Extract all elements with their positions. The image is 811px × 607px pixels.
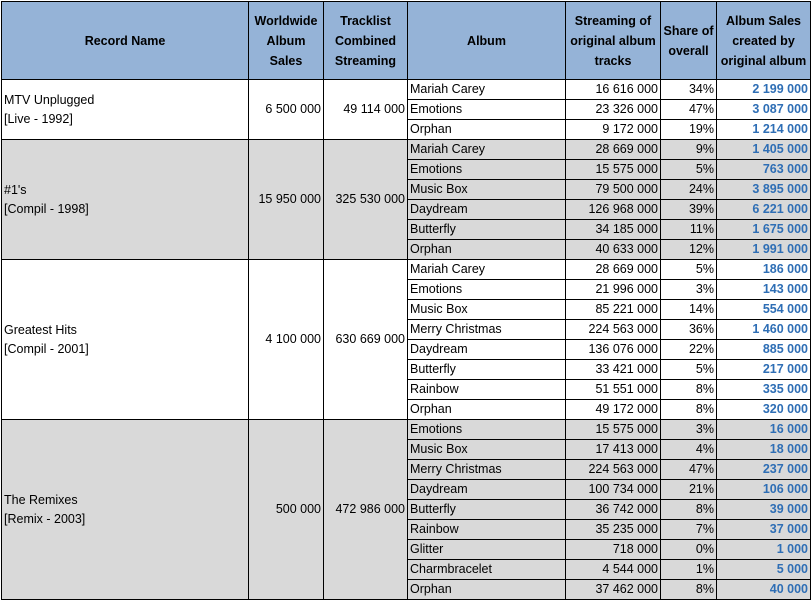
share-cell: 3% — [661, 280, 717, 300]
header-album: Album — [408, 2, 566, 80]
album-sales-created-cell: 1 991 000 — [717, 240, 811, 260]
album-cell: Mariah Carey — [408, 260, 566, 280]
album-cell: Butterfly — [408, 220, 566, 240]
table-row — [2, 420, 811, 440]
share-cell: 14% — [661, 300, 717, 320]
album-streams-cell: 49 172 000 — [566, 400, 661, 420]
worldwide-sales-cell: 500 000 — [249, 420, 324, 600]
album-sales-created-cell: 1 675 000 — [717, 220, 811, 240]
album-sales-created-cell: 6 221 000 — [717, 200, 811, 220]
album-streams-cell: 51 551 000 — [566, 380, 661, 400]
table-body — [2, 80, 811, 600]
table-row — [2, 80, 811, 100]
header-record-name: Record Name — [2, 2, 249, 80]
share-cell: 36% — [661, 320, 717, 340]
record-type-year: [Remix - 2003] — [4, 511, 86, 526]
album-cell: Orphan — [408, 240, 566, 260]
album-sales-created-cell: 3 087 000 — [717, 100, 811, 120]
share-cell: 11% — [661, 220, 717, 240]
record-name-cell — [2, 140, 249, 260]
album-cell: Merry Christmas — [408, 320, 566, 340]
share-cell: 5% — [661, 360, 717, 380]
header-streaming-tracks: Streaming of original album tracks — [566, 2, 661, 80]
worldwide-sales-cell: 15 950 000 — [249, 140, 324, 260]
album-streams-cell: 36 742 000 — [566, 500, 661, 520]
album-sales-created-cell: 2 199 000 — [717, 80, 811, 100]
share-cell: 24% — [661, 180, 717, 200]
album-cell: Rainbow — [408, 520, 566, 540]
header-album-sales-created: Album Sales created by original album — [717, 2, 811, 80]
album-streams-cell: 79 500 000 — [566, 180, 661, 200]
record-title: Greatest Hits — [4, 322, 77, 337]
album-streams-cell: 21 996 000 — [566, 280, 661, 300]
share-cell: 39% — [661, 200, 717, 220]
album-sales-created-cell: 237 000 — [717, 460, 811, 480]
share-cell: 47% — [661, 460, 717, 480]
share-cell: 12% — [661, 240, 717, 260]
album-cell: Orphan — [408, 120, 566, 140]
album-streams-cell: 718 000 — [566, 540, 661, 560]
album-streams-cell: 34 185 000 — [566, 220, 661, 240]
share-cell: 21% — [661, 480, 717, 500]
record-title: #1's — [4, 182, 27, 197]
album-cell: Music Box — [408, 300, 566, 320]
album-sales-table — [1, 1, 811, 600]
share-cell: 7% — [661, 520, 717, 540]
share-cell: 22% — [661, 340, 717, 360]
share-cell: 8% — [661, 500, 717, 520]
album-streams-cell: 28 669 000 — [566, 260, 661, 280]
album-streams-cell: 17 413 000 — [566, 440, 661, 460]
album-cell: Emotions — [408, 420, 566, 440]
album-streams-cell: 40 633 000 — [566, 240, 661, 260]
album-streams-cell: 4 544 000 — [566, 560, 661, 580]
record-type-year: [Compil - 2001] — [4, 341, 89, 356]
album-sales-created-cell: 16 000 — [717, 420, 811, 440]
album-streams-cell: 224 563 000 — [566, 320, 661, 340]
share-cell: 4% — [661, 440, 717, 460]
album-cell: Mariah Carey — [408, 80, 566, 100]
album-streams-cell: 15 575 000 — [566, 160, 661, 180]
album-sales-created-cell: 106 000 — [717, 480, 811, 500]
record-type-year: [Compil - 1998] — [4, 201, 89, 216]
album-cell: Music Box — [408, 440, 566, 460]
header-tracklist-streaming: Tracklist Combined Streaming — [324, 2, 408, 80]
album-cell: Daydream — [408, 340, 566, 360]
share-cell: 19% — [661, 120, 717, 140]
table-row — [2, 260, 811, 280]
record-title: The Remixes — [4, 492, 78, 507]
share-cell: 0% — [661, 540, 717, 560]
album-cell: Rainbow — [408, 380, 566, 400]
share-cell: 9% — [661, 140, 717, 160]
album-streams-cell: 85 221 000 — [566, 300, 661, 320]
worldwide-sales-cell: 4 100 000 — [249, 260, 324, 420]
record-name-cell — [2, 420, 249, 600]
header-share: Share of overall — [661, 2, 717, 80]
album-streams-cell: 35 235 000 — [566, 520, 661, 540]
share-cell: 1% — [661, 560, 717, 580]
album-streams-cell: 136 076 000 — [566, 340, 661, 360]
album-streams-cell: 100 734 000 — [566, 480, 661, 500]
album-sales-created-cell: 217 000 — [717, 360, 811, 380]
album-cell: Music Box — [408, 180, 566, 200]
album-sales-created-cell: 1 460 000 — [717, 320, 811, 340]
album-sales-created-cell: 143 000 — [717, 280, 811, 300]
album-sales-created-cell: 186 000 — [717, 260, 811, 280]
album-sales-created-cell: 763 000 — [717, 160, 811, 180]
header-worldwide-sales: Worldwide Album Sales — [249, 2, 324, 80]
album-cell: Mariah Carey — [408, 140, 566, 160]
album-sales-created-cell: 1 405 000 — [717, 140, 811, 160]
tracklist-streaming-cell: 630 669 000 — [324, 260, 408, 420]
album-sales-created-cell: 1 000 — [717, 540, 811, 560]
album-cell: Merry Christmas — [408, 460, 566, 480]
album-cell: Emotions — [408, 280, 566, 300]
record-name-cell — [2, 80, 249, 140]
record-type-year: [Live - 1992] — [4, 111, 73, 126]
tracklist-streaming-cell: 472 986 000 — [324, 420, 408, 600]
album-sales-created-cell: 554 000 — [717, 300, 811, 320]
share-cell: 34% — [661, 80, 717, 100]
header-row — [2, 2, 811, 80]
share-cell: 8% — [661, 580, 717, 600]
album-streams-cell: 9 172 000 — [566, 120, 661, 140]
album-streams-cell: 33 421 000 — [566, 360, 661, 380]
album-sales-created-cell: 5 000 — [717, 560, 811, 580]
album-sales-created-cell: 885 000 — [717, 340, 811, 360]
album-sales-created-cell: 18 000 — [717, 440, 811, 460]
record-name-cell — [2, 260, 249, 420]
album-cell: Emotions — [408, 160, 566, 180]
album-streams-cell: 16 616 000 — [566, 80, 661, 100]
share-cell: 5% — [661, 160, 717, 180]
album-streams-cell: 224 563 000 — [566, 460, 661, 480]
album-cell: Glitter — [408, 540, 566, 560]
tracklist-streaming-cell: 325 530 000 — [324, 140, 408, 260]
album-sales-created-cell: 37 000 — [717, 520, 811, 540]
album-sales-created-cell: 3 895 000 — [717, 180, 811, 200]
album-sales-created-cell: 320 000 — [717, 400, 811, 420]
worldwide-sales-cell: 6 500 000 — [249, 80, 324, 140]
album-cell: Butterfly — [408, 360, 566, 380]
album-sales-created-cell: 335 000 — [717, 380, 811, 400]
album-sales-created-cell: 1 214 000 — [717, 120, 811, 140]
album-cell: Emotions — [408, 100, 566, 120]
album-cell: Daydream — [408, 200, 566, 220]
share-cell: 8% — [661, 400, 717, 420]
album-streams-cell: 23 326 000 — [566, 100, 661, 120]
album-streams-cell: 126 968 000 — [566, 200, 661, 220]
share-cell: 5% — [661, 260, 717, 280]
share-cell: 3% — [661, 420, 717, 440]
album-cell: Orphan — [408, 400, 566, 420]
album-sales-created-cell: 40 000 — [717, 580, 811, 600]
record-title: MTV Unplugged — [4, 92, 95, 107]
table-row — [2, 140, 811, 160]
share-cell: 47% — [661, 100, 717, 120]
album-cell: Daydream — [408, 480, 566, 500]
album-cell: Butterfly — [408, 500, 566, 520]
album-cell: Orphan — [408, 580, 566, 600]
album-cell: Charmbracelet — [408, 560, 566, 580]
album-streams-cell: 15 575 000 — [566, 420, 661, 440]
share-cell: 8% — [661, 380, 717, 400]
tracklist-streaming-cell: 49 114 000 — [324, 80, 408, 140]
album-streams-cell: 28 669 000 — [566, 140, 661, 160]
album-sales-created-cell: 39 000 — [717, 500, 811, 520]
album-streams-cell: 37 462 000 — [566, 580, 661, 600]
